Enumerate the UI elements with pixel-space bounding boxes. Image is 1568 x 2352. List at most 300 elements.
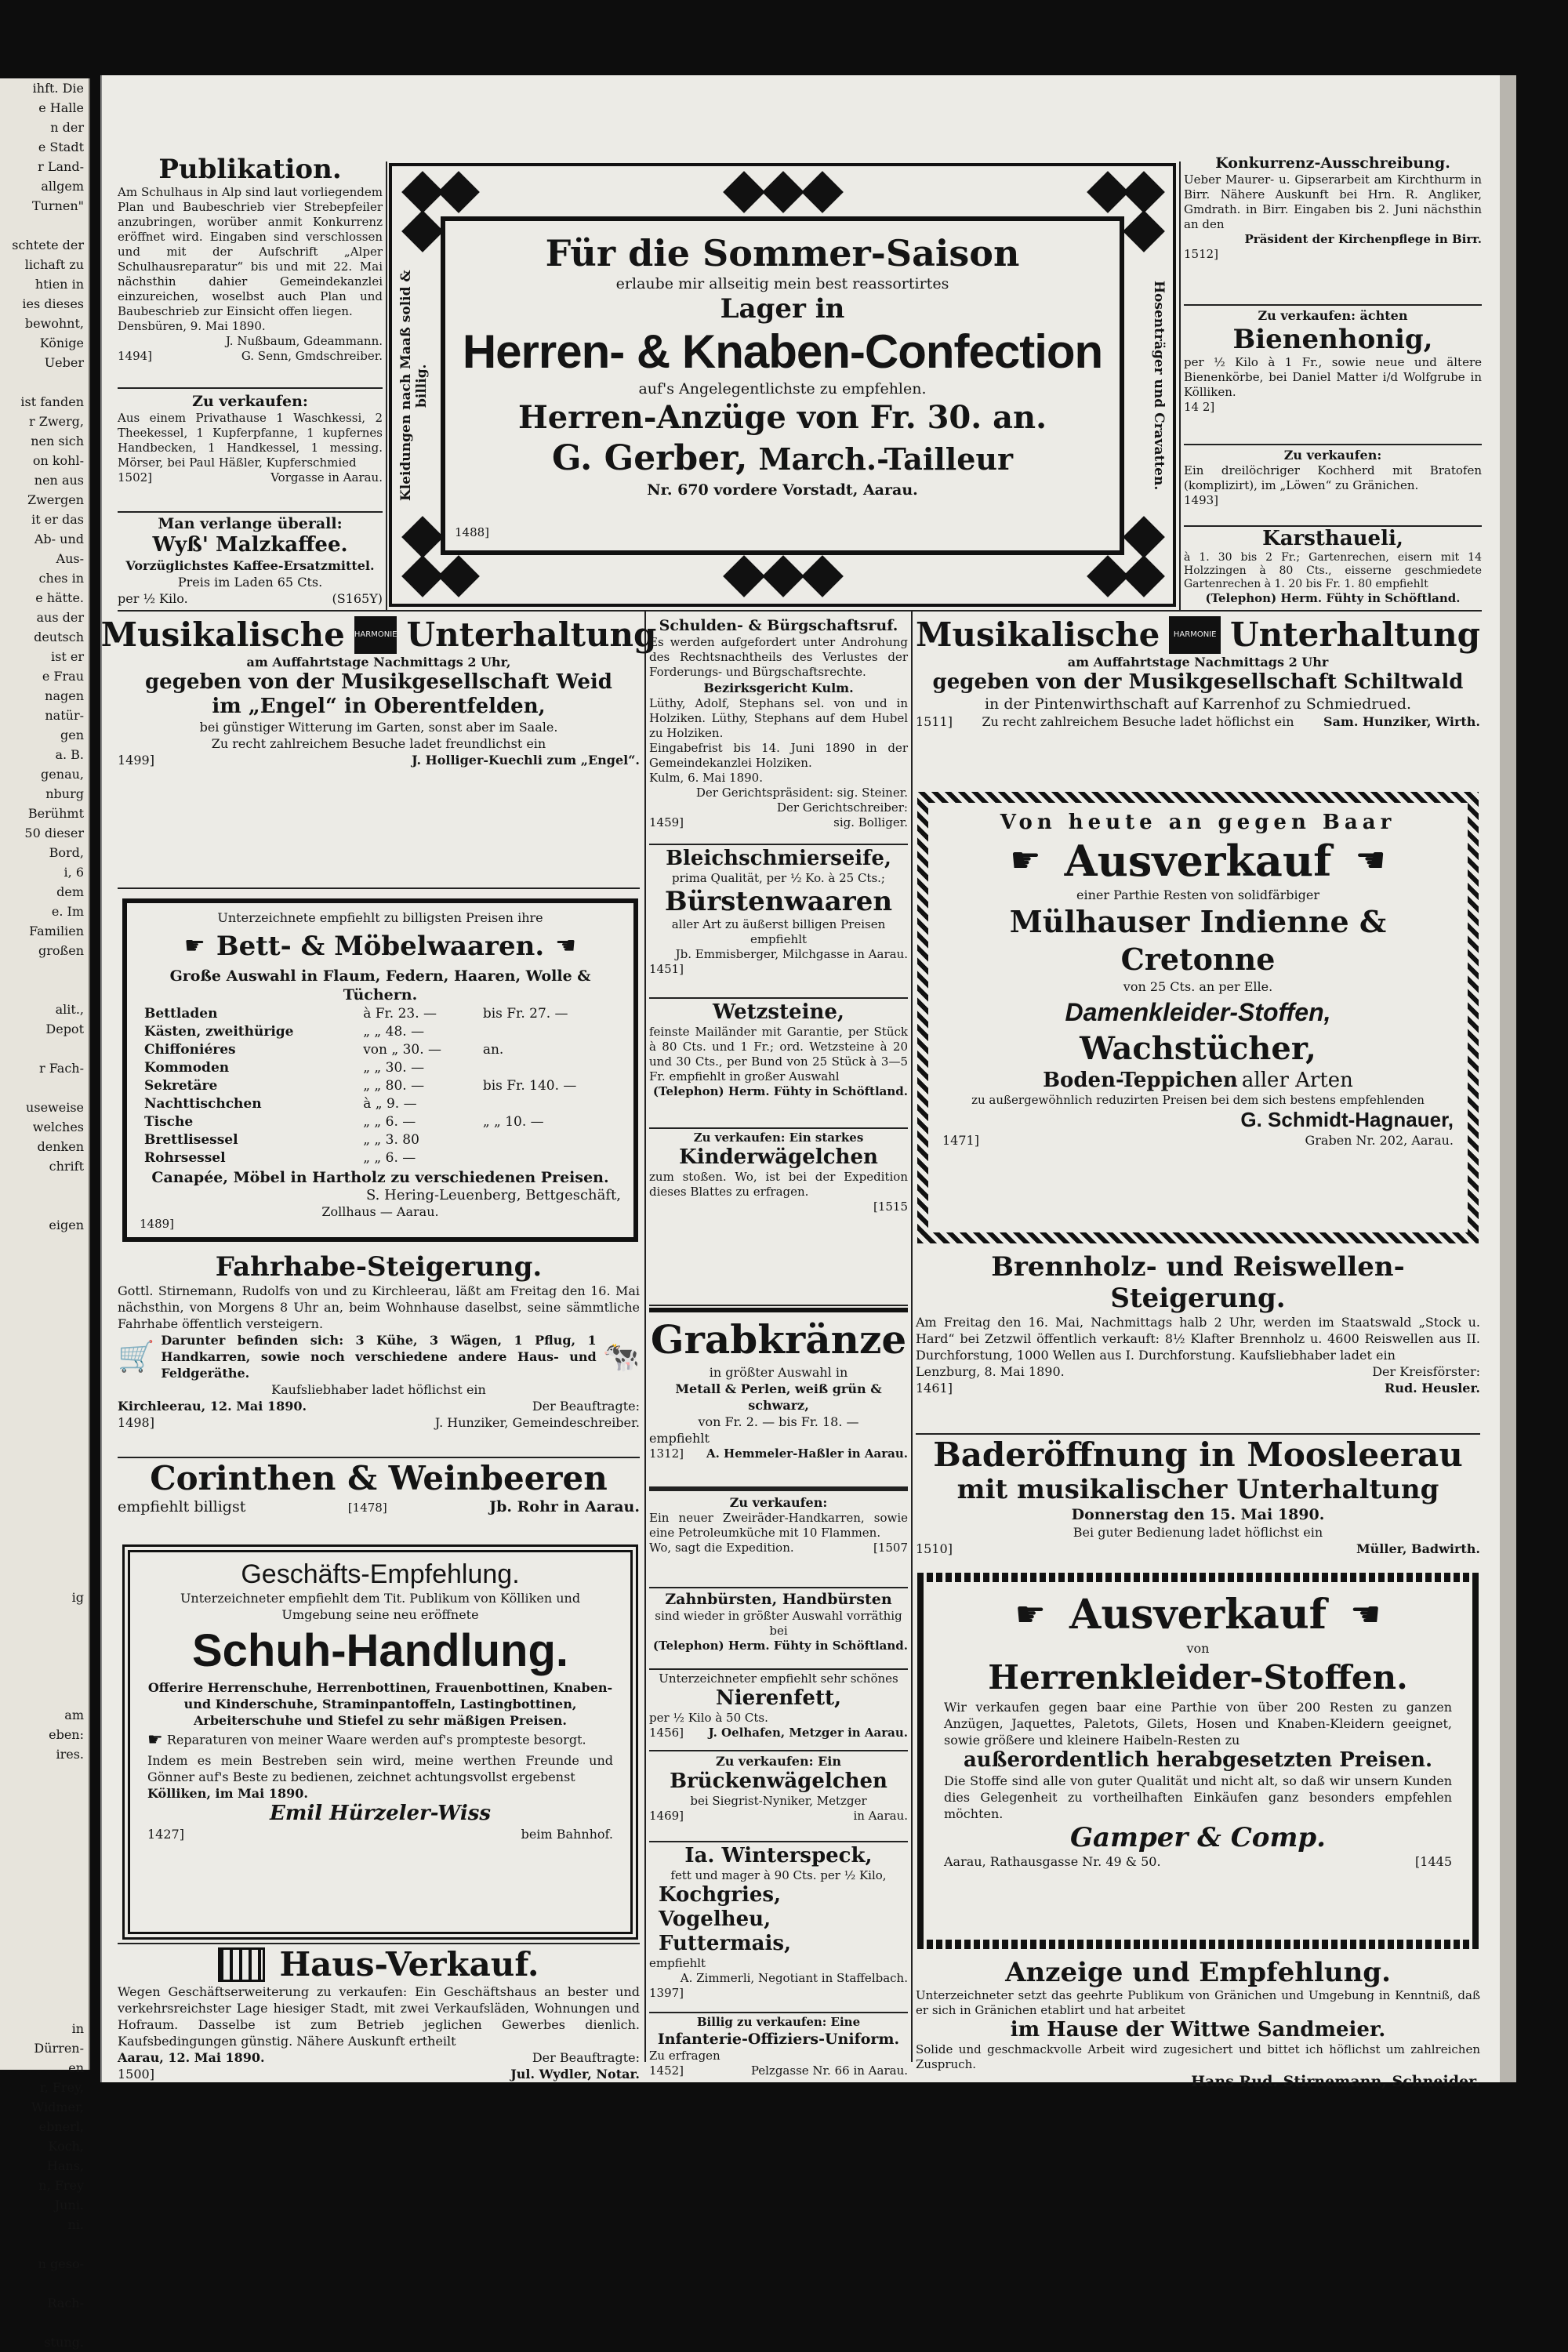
ad-title: Publikation. [158,154,342,185]
ad-body: Darunter befinden sich: 3 Kühe, 3 Wägen, 1 Pflug, 1 Handkarren, sowie noch verschiedene andere Haus- und Feldgeräthe. [161,1333,597,1381]
price-name: Brettlisessel [144,1132,238,1148]
fragment-line: en [68,2060,84,2075]
fragment-line: nburg [45,786,84,801]
zweiraeder-ad [649,1494,908,1587]
divider-line [649,1750,908,1751]
ad-headline: Boden-Teppichen [1043,1069,1238,1092]
ad-headline: Damenkleider-Stoffen, [1065,998,1331,1026]
fragment-line [0,1646,89,1666]
ad-title: Kinderwägelchen [679,1145,878,1169]
ad-number: (S165Y) [332,591,383,606]
bleichschmierseife-ad [649,847,908,996]
schuh-handlung-ad [122,1544,638,1940]
ad-title: Anzeige und Empfehlung. [1005,1957,1391,1988]
ad-number: 1510] [916,1541,953,1556]
fragment-line: Zwergen [27,492,84,507]
ad-signature: J. Oelhafen, Metzger in Aarau. [708,1726,908,1740]
fragment-line: Turnen" [31,198,84,213]
ad-signature: Präsident der Kirchenpflege in Birr. [1244,232,1482,246]
pointing-hand-icon: ☚ [1355,840,1386,880]
ad-line: am Auffahrtstage Nachmittags 2 Uhr, [246,655,511,670]
fragment-line: am [64,1708,84,1722]
fragment-line: Widmer, [31,2100,84,2114]
price-p2 [480,1060,619,1076]
ad-line: Zu recht zahlreichem Besuche ladet freundlichst ein [211,736,546,751]
fragment-line [0,1333,89,1352]
ad-title: Zu verkaufen: [192,393,308,410]
fragment-line: deutsch [34,630,84,644]
fragment-line [0,1352,89,1372]
ornament-diamond [1123,210,1165,252]
divider-line [1184,444,1482,445]
fragment-line: Ab- und [34,532,84,546]
price-p1: „ „ 6. — [363,1150,416,1166]
ad-line: per ½ Kilo. [118,591,188,606]
ornament-diamond [801,171,844,213]
ad-number: [1507 [873,1541,908,1555]
fragment-line [0,1882,89,1901]
fragment-line [0,1548,89,1568]
fragment-line: e. Im [51,904,84,919]
ad-title: Zu verkaufen: [1283,448,1382,463]
fragment-line: r Zwerg, [29,414,84,429]
ad-body: zum stoßen. Wo, ist bei der Expedition dieses Blattes zu erfragen. [649,1170,908,1199]
ad-signature: J. Hunziker, Gemeindeschreiber. [434,1415,640,1430]
ad-line: Preis im Laden 65 Cts. [177,575,323,590]
ad-price: Herren-Anzüge von Fr. 30. an. [517,399,1047,436]
house-icon [218,1947,265,1982]
price-p2 [480,1024,619,1040]
ad-signature: (Telephon) Herm. Fühty in Schöftland. [1205,591,1461,605]
ad-body: Ein neuer Zweiräder-Handkarren, sowie eine Petroleumküche mit 10 Flammen. [649,1511,908,1540]
ad-body: Solide und geschmackvolle Arbeit wird zugesichert und bittet ich höflichst um zahlreichen Zuspruch. [916,2042,1480,2071]
fragment-line: i, 6 [64,865,84,880]
price-name: Sekretäre [144,1078,218,1094]
ad-signature: Rud. Heusler. [1385,1381,1480,1396]
divider-line [911,612,913,2062]
ornament-diamond [723,555,765,597]
fragment-line [0,1470,89,1490]
ad-body: Lüthy, Adolf, Stephans sel. von und in Holziken. Lüthy, Stephans auf dem Hubel zu Holziken. [649,696,908,740]
ad-signature: Der Gerichtspräsident: sig. Steiner. [695,786,908,800]
fragment-line [0,1313,89,1333]
fragment-line [0,1803,89,1823]
left-page-fragment [0,78,90,2350]
ad-number: 1397] [649,1986,684,2000]
ad-signature: J. Holliger-Kuechli zum „Engel“. [412,753,640,768]
ad-line: Billig zu verkaufen: Eine [696,2015,861,2029]
fragment-line: Koch, [48,2139,84,2154]
ad-line: Bezirksgericht Kulm. [703,681,854,695]
ad-number: 1499] [118,753,154,768]
price-p2 [480,1132,619,1149]
ornament-diamond [1123,171,1165,213]
divider-line [649,2012,908,2013]
ad-line: am Auffahrtstage Nachmittags 2 Uhr [1067,655,1329,670]
fragment-line [0,216,89,235]
fragment-line [0,1823,89,1842]
fragment-line: ires. [56,1747,84,1762]
ad-number: [1515 [873,1200,908,1214]
fragment-line [0,960,89,980]
ad-title: Zahnbürsten, Handbürsten [665,1591,892,1608]
ad-line: empfiehlt [649,1956,706,1970]
fragment-line [0,1784,89,1803]
divider-line [649,1841,908,1842]
pointing-hand-icon: ☚ [555,932,577,960]
ad-title: Bleichschmierseife, [666,847,891,870]
ad-line: prima Qualität, per ½ Ko. à 25 Cts.; [672,871,885,885]
fragment-line [0,1901,89,1921]
price-row [141,1060,619,1076]
price-p1: à Fr. 23. — [363,1006,437,1022]
fragment-line: 50 dieser [24,826,84,840]
ad-headline: außerordentlich herabgesetzten Preisen. [963,1748,1433,1772]
ad-body: Gottl. Stirnemann, Rudolfs von und zu Kirchleerau, läßt am Freitag den 16. Mai nächsthin, von Morgens 8 Uhr an, beim Wohnhause daselbst, seine sämmtliche Fahrhabe öffentlich versteigern. [118,1283,640,1331]
ornament-diamond [1123,555,1165,597]
fragment-line: on kohl- [32,453,84,468]
fragment-line [0,1764,89,1784]
ad-signature: Emil Hürzeler-Wiss [270,1802,491,1825]
grabkraenze-ad [649,1308,908,1472]
side-text: Kleidungen nach Maaß solid & billig. [398,270,430,502]
price-p2: bis Fr. 140. — [482,1078,577,1094]
ad-line: auf's Angelegentlichste zu empfehlen. [638,380,927,397]
ad-headline: Wachstücher, [1080,1030,1316,1067]
ad-body: Am Schulhaus in Alp sind laut vorliegendem Plan und Baubeschrieb vier Strebepfeiler anzubringen, worüber anmit Konkurrenz eröffnet wird. Eingaben sind verschlossen und mit der Aufschrift „Alper Schulhausreparatur“ bis und mit 22. Mai nächsthin dahier Gemeindekanzlei einzureichen, woselbst auch Plan und Baubeschrieb zur Einsicht offen liegen. [118,185,383,318]
divider-line [649,997,908,999]
brennholz-ad [916,1251,1480,1432]
ad-number: 1493] [1184,493,1219,507]
price-p1: „ „ 3. 80 [363,1132,419,1148]
ad-title: Ausverkauf [1069,1591,1327,1639]
ausverkauf-indienne-ad [917,792,1479,1243]
malzkaffee-ad [118,514,383,608]
ad-signature: Müller, Badwirth. [1356,1541,1480,1556]
ornament-diamond [437,171,480,213]
ad-title: Unterhaltung [1230,615,1480,654]
ad-signature: Gamper & Comp. [1069,1822,1327,1853]
divider-line [649,844,908,845]
fragment-line [0,2274,89,2293]
price-p1: „ „ 30. — [363,1060,425,1076]
ad-signature: A. Hemmeler-Haßler in Aarau. [706,1446,908,1461]
fragment-line [0,1980,89,1999]
fragment-line [0,1039,89,1058]
fragment-line [0,1568,89,1588]
fragment-line: eben: [49,1727,84,1742]
ad-line: Zu verkaufen: ächten [1258,308,1408,323]
bett-moebel-ad [122,898,638,1242]
price-name: Kästen, zweithürige [144,1024,294,1040]
ad-number: [1478] [347,1501,387,1515]
ad-title: Corinthen & Weinbeeren [150,1459,608,1497]
ad-line: im „Engel“ in Oberentfelden, [212,695,546,718]
price-name: Kommoden [144,1060,230,1076]
ad-line: in größter Auswahl in [709,1365,848,1380]
ad-signature: Jul. Wydler, Notar. [510,2067,640,2082]
ad-title: Ia. Winterspeck, [684,1844,873,1867]
fragment-line: dem [56,884,84,899]
ad-line: gegeben von der Musikgesellschaft Schiltwald [932,670,1464,694]
ad-title: Herren- & Knaben-Confection [462,325,1103,378]
divider-line [649,1305,908,1306]
ad-signature: Der Beauftragte: [532,2050,640,2065]
ad-signature: G. Schmidt-Hagnauer, [1240,1108,1454,1131]
ad-number: 1456] [649,1726,684,1740]
konkurrenz-ad [1184,154,1482,303]
ad-body: Am Freitag den 16. Mai, Nachmittags halb 2 Uhr, werden im Staatswald „Stock u. Hard“ bei Zetzwil öffentlich verkauft: 8½ Klafter Brennholz u. 4600 Reiswellen aus II. Durchforstung, 1000 Wellen aus I. Durchforstung. Kaufsliebhaber ladet ein [916,1315,1480,1363]
ad-title: Karsthaueli, [1262,527,1403,550]
ad-title: Schulden- & Bürgschaftsruf. [659,617,898,634]
fragment-line: ig [71,1590,84,1605]
price-p2 [480,1150,619,1167]
fragment-line: Aus- [56,551,84,566]
publikation-ad [118,154,383,420]
ad-title: Wyß' Malzkaffee. [152,533,348,557]
ornament-diamond [401,210,444,252]
ad-number: 1512] [1184,247,1219,261]
nierenfett-ad [649,1671,908,1750]
ad-number: [1445 [1415,1854,1452,1869]
uniform-ad [649,2015,908,2081]
ad-body: Ein dreilöchriger Kochherd mit Bratofen (komplizirt), im „Löwen“ zu Gränichen. [1184,463,1482,492]
musikalische-unterhaltung-schiltwald-ad [916,616,1480,770]
fragment-line: Könige [39,336,84,350]
ad-line: Lager in [720,293,845,325]
fragment-line [0,1274,89,1294]
ad-line: per ½ Kilo à 50 Cts. [649,1711,768,1725]
gerber-confection-ad [389,163,1176,607]
price-p1: „ „ 6. — [363,1114,416,1130]
fahrhabe-steigerung-ad [118,1251,640,1455]
price-row [141,1024,619,1040]
ad-line: Unterzeichneter empfiehlt dem Tit. Publikum von Kölliken und Umgebung seine neu eröffnete [180,1591,581,1622]
ad-address: Pelzgasse Nr. 66 in Aarau. [750,2063,908,2078]
ad-body: Eingabefrist bis 14. Juni 1890 in der Gemeindekanzlei Holziken. [649,741,908,770]
ad-line: empfiehlt [649,1431,710,1446]
ad-body: Die Stoffe sind alle von guter Qualität und nicht alt, so daß wir unsern Kunden dies Gelegenheit zu vortheilhaften Einkäufen ganz besonders empfehlen möchten. [944,1773,1452,1821]
divider-line [1179,162,1181,610]
ad-line: Von heute an gegen Baar [1000,811,1396,834]
ad-title: Nierenfett, [715,1686,842,1710]
bienenhonig-ad [1184,307,1482,448]
ad-headline: Schuh-Handlung. [191,1625,569,1676]
ornament-diamond [801,555,844,597]
ad-line: von Fr. 2. — bis Fr. 18. — [698,1414,859,1429]
fragment-line: htien in [34,277,84,292]
harmonie-badge: HARMONIE [1169,616,1221,654]
fragment-line: ist er [51,649,84,664]
ad-address: Graben Nr. 202, Aarau. [1305,1133,1454,1148]
ad-line: empfiehlt billigst [118,1498,246,1515]
fragment-line: lichaft zu [24,257,84,272]
ad-number: 1451] [649,962,684,976]
ad-number: 1488] [455,525,490,539]
merchant-title: March.-Tailleur [758,441,1014,477]
fragment-line: großen [38,943,84,958]
divider-line [644,612,646,2062]
ad-number: 1489] [140,1217,175,1231]
price-row [141,1114,619,1131]
ad-number: 1459] [649,815,684,829]
ornament-diamond [401,516,444,558]
ad-title: Infanterie-Offiziers-Uniform. [657,2031,900,2048]
ad-line: aller Arten [1241,1069,1353,1092]
ad-body: Es werden aufgefordert unter Androhung des Rechtsnachtheils des Verlustes der Forderungs- und Bürgschaftsrechte. [649,635,908,679]
page-edge [1497,75,1516,2082]
ad-line: einer Parthie Resten von solidfärbiger [1076,887,1319,902]
fragment-line: Dürren- [34,2041,84,2056]
ad-line: Kaufsliebhaber ladet höflichst ein [271,1382,486,1397]
harmonie-badge: HARMONIE [354,616,397,654]
ad-title: Konkurrenz-Ausschreibung. [1215,154,1450,172]
fragment-line [0,1529,89,1548]
ad-line: fett und mager à 90 Cts. per ½ Kilo, [670,1868,887,1882]
side-text: Hosenträger und Cravatten. [1151,281,1167,491]
ad-item: Kochgries, [659,1883,782,1907]
divider-line [649,1486,908,1491]
ad-date: Kulm, 6. Mai 1890. [649,771,763,785]
ad-title: Zu verkaufen: [729,1495,828,1510]
ad-address: Aarau, Rathausgasse Nr. 49 & 50. [944,1854,1161,1869]
ad-headline: Herrenkleider-Stoffen. [988,1658,1408,1697]
fragment-line [0,2313,89,2332]
price-row [141,1078,619,1094]
fragment-line: Ueber [44,355,84,370]
ad-item: Vogelheu, [659,1907,771,1931]
wetzsteine-ad [649,1000,908,1126]
fragment-line [0,1450,89,1470]
ornament-diamond [1087,555,1129,597]
divider-line [118,387,383,389]
fragment-line: welches [32,1120,84,1134]
fragment-line: e Halle [38,100,84,115]
ad-headline: im Hause der Wittwe Sandmeier. [1010,2018,1386,2042]
schuldenruf-ad [649,616,908,844]
fragment-line [0,1078,89,1098]
fragment-line: bewohnt, [24,316,84,331]
ad-signature: Hans Rud. Stirnemann, Schneider. [1191,2073,1480,2090]
ad-line: Wo, sagt die Expedition. [649,1541,794,1555]
fragment-line [0,1666,89,1686]
ad-date: Lenzburg, 8. Mai 1890. [916,1364,1065,1379]
ad-number: 1494] [118,349,153,363]
fragment-line [0,1392,89,1411]
fragment-line: r Fach- [39,1061,84,1076]
ornament-diamond [762,555,804,597]
fragment-line: chrift [49,1159,84,1174]
ad-address: beim Bahnhof. [521,1827,613,1842]
ad-signature: Der Beauftragte: [532,1399,640,1414]
ad-line: gegeben von der Musikgesellschaft Weid [144,670,612,694]
ad-line: Unterzeichneter empfiehlt sehr schönes [659,1671,898,1686]
ad-line: Zu recht zahlreichem Besuche ladet höflichst ein [982,714,1294,729]
divider-line [649,1668,908,1670]
price-p2: an. [482,1042,504,1058]
fragment-line [0,1372,89,1392]
baderoeffnung-ad [916,1436,1480,1566]
ad-number: 14 2] [1184,400,1215,414]
ad-headline: Für die Sommer-Saison [545,232,1020,274]
ad-date: Densbüren, 9. Mai 1890. [118,319,266,333]
ad-title: Brennholz- und Reiswellen-Steigerung. [991,1251,1405,1314]
ad-line: Reparaturen von meiner Waare werden auf's prompteste besorgt. [166,1732,586,1748]
divider-line [118,887,640,889]
karsthaueli-ad [1184,527,1482,608]
fragment-line [0,1842,89,1862]
fragment-line: nen aus [34,473,84,488]
fragment-line: eigen [49,1218,84,1232]
newspaper-page [100,75,1500,2090]
ad-number: 1471] [942,1133,979,1148]
ad-body: à 1. 30 bis 2 Fr.; Gartenrechen, eisern mit 14 Holzzingen à 80 Cts., eisserne geschmiedete Gartenrechen à 1. 20 bis Fr. 1. 80 empfiehlt [1184,551,1482,590]
ad-number: 1511] [916,714,953,729]
divider-line [386,162,387,610]
ornament-diamond [1123,516,1165,558]
ad-address: Zollhaus — Aarau. [321,1204,439,1219]
fragment-line: in [71,2021,84,2036]
fragment-line: n, Frey [38,2178,84,2193]
ad-date: Donnerstag den 15. Mai 1890. [1071,1506,1325,1523]
ornament-diamond [437,555,480,597]
kinderwaegelchen-ad [649,1131,908,1217]
price-name: Tische [144,1114,194,1130]
divider-line [118,1457,640,1458]
price-row [141,1096,619,1112]
fragment-line: genau, [41,767,84,782]
ad-title: Musikalische [100,615,345,654]
price-p2: „ „ 10. — [482,1114,544,1130]
ad-line: Canapée, Möbel in Hartholz zu verschiedenen Preisen. [151,1169,609,1186]
wagon-icon: 🛒 [118,1339,155,1374]
fragment-line: r Land- [38,159,84,174]
ad-line: Bei guter Bedienung ladet höflichst ein [1073,1525,1323,1540]
price-p2 [480,1096,619,1112]
fragment-line: e Frau [42,669,84,684]
ad-number: 1502] [118,470,153,485]
ad-title: Bienenhonig, [1232,324,1433,355]
price-row [141,1006,619,1022]
ad-line: von 25 Cts. an per Elle. [1123,979,1273,994]
ad-line: Unterzeichnete empfiehlt zu billigsten Preisen ihre [217,910,543,925]
kochherd-ad [1184,447,1482,525]
fragment-line [0,1411,89,1431]
divider-line [118,511,383,513]
fragment-line: natür- [45,708,84,723]
fragment-line: ies dieses [22,296,84,311]
divider-line [1184,304,1482,306]
fragment-line: Berühmt [27,806,84,821]
ornament-diamond [762,171,804,213]
ad-body: Wegen Geschäftserweiterung zu verkaufen: Ein Geschäftshaus an bester und verkehrsreichster Lage hiesiger Stadt, mit zwei Verkaufsläden, Wohnungen und Hofraum. Dasselbe ist zum Betrieb jeglichen Gewerbes dienlich. Kaufsbedingungen günstig. Nähere Auskunft ertheilt [118,1984,640,2049]
price-p1: von „ 30. — [363,1042,442,1058]
ad-date: Kölliken, im Mai 1890. [147,1786,308,1801]
price-p1: „ „ 48. — [363,1024,425,1040]
ad-date: Aarau, 12. Mai 1890. [118,2050,265,2065]
ad-body: Unterzeichneter setzt das geehrte Publikum von Gränichen und Umgebung in Kenntniß, daß er sich in Gränichen etablirt und hat arbeitet [916,1988,1480,2017]
fragment-line: ihft. Die [32,81,84,96]
winterspeck-ad [649,1844,908,2010]
ausverkauf-herrenkleider-ad [917,1573,1479,1949]
fragment-line [0,1921,89,1940]
fragment-line: Bord, [49,845,84,860]
ad-body: feinste Mailänder mit Garantie, per Stück à 80 Cts. und 1 Fr.; ord. Wetzsteine à 20 und 30 Cts., per Bund von 25 Stück à 3—5 Fr. empfiehlt in großer Auswahl [649,1025,908,1083]
ad-number: 1498] [118,1415,154,1430]
fragment-line: nen sich [31,434,84,448]
ad-number: 1469] [649,1809,684,1823]
haus-verkauf-ad [118,1945,640,2082]
